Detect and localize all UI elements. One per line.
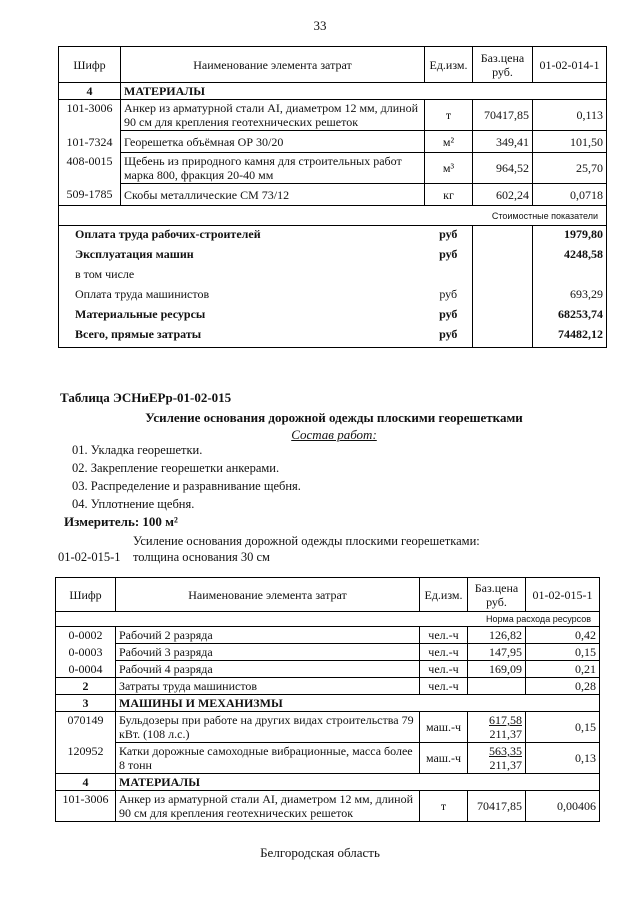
row-price: 70417,85: [473, 100, 533, 131]
table-row: [56, 743, 600, 774]
row-code: 509-1785: [59, 184, 121, 206]
page-number: 33: [313, 18, 327, 33]
summary-unit: руб: [425, 226, 473, 246]
meter: Измеритель: 100 м²: [64, 514, 178, 529]
row-price: 147,95: [468, 644, 526, 661]
row-unit: маш.-ч: [420, 743, 468, 774]
row-name: Скобы металлические СМ 73/12: [121, 184, 425, 206]
table-row: [56, 678, 600, 695]
item-description: Усиление основания дорожной одежды плоскими георешетками:: [133, 534, 480, 548]
table-title: Таблица ЭСНиЕРр-01-02-015: [60, 390, 232, 405]
summary-value: 68253,74: [533, 306, 607, 326]
summary-name: в том числе: [59, 266, 425, 286]
table-row: [56, 661, 600, 678]
section-code: 4: [59, 83, 121, 100]
row-value: 0,113: [533, 100, 607, 131]
row-code: 101-7324: [59, 131, 121, 153]
summary-value: 74482,12: [533, 326, 607, 348]
summary-value: 693,29: [533, 286, 607, 306]
summary-unit: руб: [425, 326, 473, 348]
table-row: [56, 791, 600, 822]
row-price: 169,09: [468, 661, 526, 678]
footer-region: Белгородская область: [260, 845, 380, 860]
row-price: 70417,85: [468, 791, 526, 822]
row-code: 0-0003: [56, 644, 116, 661]
header-code: Шифр: [56, 578, 116, 612]
row-name: Рабочий 2 разряда: [116, 627, 420, 644]
row-value: 0,13: [526, 743, 600, 774]
row-unit: м²: [425, 131, 473, 153]
section-code: 3: [56, 695, 116, 712]
row-value: 0,15: [526, 712, 600, 743]
row-value: 0,00406: [526, 791, 600, 822]
summary-name: Всего, прямые затраты: [59, 326, 425, 348]
works-title: Состав работ:: [291, 427, 377, 442]
work-item: 03. Распределение и разравнивание щебня.: [72, 479, 301, 493]
header-price: Баз.цена руб.: [468, 578, 526, 612]
norm-header: Норма расхода ресурсов: [56, 612, 600, 627]
row-price: 126,82: [468, 627, 526, 644]
row-unit: т: [420, 791, 468, 822]
row-name: Щебень из природного камня для строительных работ марка 800, фракция 20-40 мм: [121, 153, 425, 184]
row-unit: т: [425, 100, 473, 131]
row-code: 101-3006: [59, 100, 121, 131]
summary-unit: руб: [439, 246, 458, 261]
row-name: Катки дорожные самоходные вибрационные, масса более 8 тонн: [116, 743, 420, 774]
section-name: МАТЕРИАЛЫ: [116, 774, 420, 791]
summary-row: [59, 326, 607, 348]
table-row: [56, 644, 600, 661]
section-code: 4: [56, 774, 116, 791]
row-value: 101,50: [533, 131, 607, 153]
row-unit: м³: [425, 153, 473, 184]
header-name: Наименование элемента затрат: [121, 47, 425, 83]
row-code: 101-3006: [56, 791, 116, 822]
summary-value: 1979,80: [533, 226, 607, 246]
row-code: 120952: [56, 743, 116, 774]
row-value: 0,28: [526, 678, 600, 695]
row-value: 0,21: [526, 661, 600, 678]
summary-name: Оплата труда рабочих-строителей: [59, 226, 425, 246]
row-unit: кг: [425, 184, 473, 206]
header-unit: Ед.изм.: [420, 578, 468, 612]
work-item: 04. Уплотнение щебня.: [72, 497, 195, 511]
row-price: 349,41: [473, 131, 533, 153]
row-code: 0-0004: [56, 661, 116, 678]
row-price: 617,58 211,37: [468, 712, 526, 743]
item-code: 01-02-015-1: [58, 550, 121, 564]
row-price: 964,52: [473, 153, 533, 184]
work-item: 01. Укладка георешетки.: [72, 443, 203, 457]
summary-name: Эксплуатация машин: [59, 246, 425, 266]
row-unit: чел.-ч: [420, 627, 468, 644]
table-row: [59, 153, 607, 184]
row-value: 25,70: [533, 153, 607, 184]
row-name: Анкер из арматурной стали AI, диаметром 12 мм, длиной 90 см для крепления геотехнических решеток: [121, 100, 425, 131]
section-name: МАШИНЫ И МЕХАНИЗМЫ: [116, 695, 420, 712]
row-value: 0,42: [526, 627, 600, 644]
summary-value: 4248,58: [533, 246, 607, 266]
summary-name: Оплата труда машинистов: [59, 286, 425, 306]
row-name: Георешетка объёмная ОР 30/20: [121, 131, 425, 153]
header-norm-code: 01-02-015-1: [526, 578, 600, 612]
table-row: [59, 184, 607, 206]
row-unit: маш.-ч: [420, 712, 468, 743]
table-row: [56, 627, 600, 644]
row-code: 070149: [56, 712, 116, 743]
work-item: 02. Закрепление георешетки анкерами.: [72, 461, 280, 475]
row-code: 408-0015: [59, 153, 121, 184]
summary-row: [59, 266, 607, 286]
header-price: Баз.цена руб.: [473, 47, 533, 83]
summary-unit: руб: [439, 306, 458, 321]
row-name: Затраты труда машинистов: [116, 678, 420, 695]
summary-row: [59, 226, 607, 246]
summary-row: [59, 306, 607, 326]
row-value: 0,0718: [533, 184, 607, 206]
row-price: 563,35 211,37: [468, 743, 526, 774]
row-name: Бульдозеры при работе на других видах строительства 79 кВт. (108 л.с.): [116, 712, 420, 743]
section-name: МАТЕРИАЛЫ: [121, 83, 425, 100]
table-row: [59, 131, 607, 153]
row-unit: чел.-ч: [420, 644, 468, 661]
header-code: Шифр: [59, 47, 121, 83]
resource-table-1: [58, 46, 607, 348]
row-price: [468, 678, 526, 695]
table-row: [56, 712, 600, 743]
row-name: Рабочий 3 разряда: [116, 644, 420, 661]
header-name: Наименование элемента затрат: [116, 578, 420, 612]
summary-row: [59, 286, 607, 306]
row-unit: чел.-ч: [420, 678, 468, 695]
summary-unit: руб: [439, 286, 458, 301]
summary-name: Материальные ресурсы: [59, 306, 425, 326]
item-thickness: толщина основания 30 см: [133, 550, 270, 564]
table-row: [59, 100, 607, 131]
row-value: 0,15: [526, 644, 600, 661]
cost-indicators-header: Стоимостные показатели: [59, 206, 607, 226]
resource-table-2: [55, 577, 600, 822]
row-name: Анкер из арматурной стали AI, диаметром 12 мм, длиной 90 см для крепления геотехнических решеток: [116, 791, 420, 822]
summary-row: [59, 246, 607, 266]
row-price: 602,24: [473, 184, 533, 206]
table-subtitle: Усиление основания дорожной одежды плоскими георешетками: [145, 410, 523, 425]
header-norm-code: 01-02-014-1: [533, 47, 607, 83]
row-code: 2: [56, 678, 116, 695]
row-code: 0-0002: [56, 627, 116, 644]
row-name: Рабочий 4 разряда: [116, 661, 420, 678]
row-unit: чел.-ч: [420, 661, 468, 678]
header-unit: Ед.изм.: [425, 47, 473, 83]
